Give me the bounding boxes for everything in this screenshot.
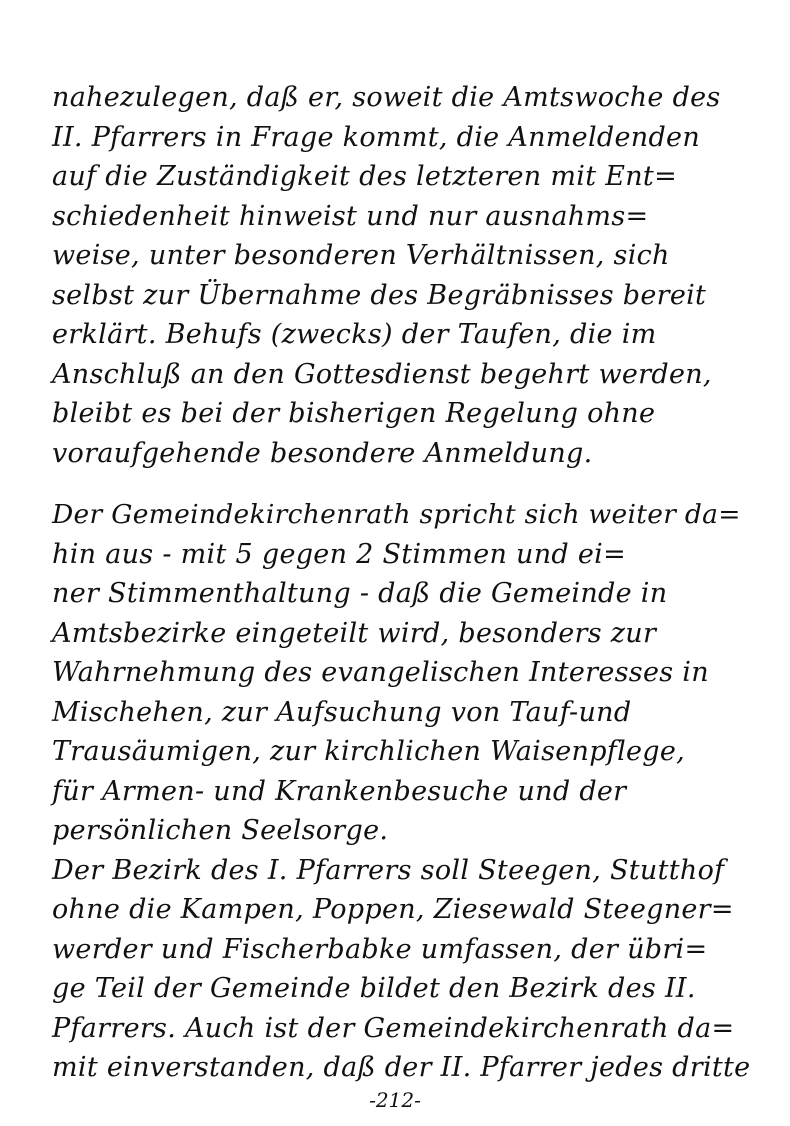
text-line: mit einverstanden, daß der II. Pfarrer jedes dritte [52,1052,751,1083]
text-line: werder und Fischerbabke umfassen, der übri= [52,933,708,965]
text-line: Trausäumigen, zur kirchlichen Waisenpflege, [52,736,686,767]
text-line: voraufgehende besondere Anmeldung. [52,437,593,469]
text-line: schiedenheit hinweist und nur ausnahms= [52,200,649,232]
text-line: Amtsbezirke eingeteilt wird, besonders zur [52,617,657,649]
paragraph-2 [52,495,752,1088]
text-line: hin aus - mit 5 gegen 2 Stimmen und ei= [52,538,627,570]
text-line: Der Gemeindekirchenrath spricht sich weiter da= [52,499,741,530]
text-line: Anschluß an den Gottesdienst begehrt werden, [52,358,712,390]
text-line: ner Stimmenthaltung - daß die Gemeinde in [52,578,668,609]
text-line: Mischehen, zur Aufsuchung von Tauf-und [52,696,632,728]
text-line: Der Bezirk des I. Pfarrers soll Steegen, Stutthof [52,854,725,886]
text-line: bleibt es bei der bisherigen Regelung ohne [52,398,656,429]
text-line: erklärt. Behufs (zwecks) der Taufen, die im [52,319,657,350]
text-line: II. Pfarrers in Frage kommt, die Anmeldenden [52,121,701,153]
text-line: für Armen- und Krankenbesuche und der [52,775,627,807]
paragraph-1 [52,78,752,473]
text-line: nahezulegen, daß er, soweit die Amtswoche des [52,82,721,113]
text-line: weise, unter besonderen Verhältnissen, sich [52,240,670,271]
page-number: -212- [369,1088,421,1112]
text-line: persönlichen Seelsorge. [52,815,389,846]
text-line: Pfarrers. Auch ist der Gemeindekirchenrath da= [52,1012,735,1044]
text-line: ge Teil der Gemeinde bildet den Bezirk des II. [52,973,696,1004]
text-line: auf die Zuständigkeit des letzteren mit Ent= [52,161,678,192]
text-line: ohne die Kampen, Poppen, Ziesewald Steegner= [52,894,734,925]
text-line: selbst zur Übernahme des Begräbnisses bereit [52,279,707,311]
text-line: Wahrnehmung des evangelischen Interesses in [52,657,709,688]
